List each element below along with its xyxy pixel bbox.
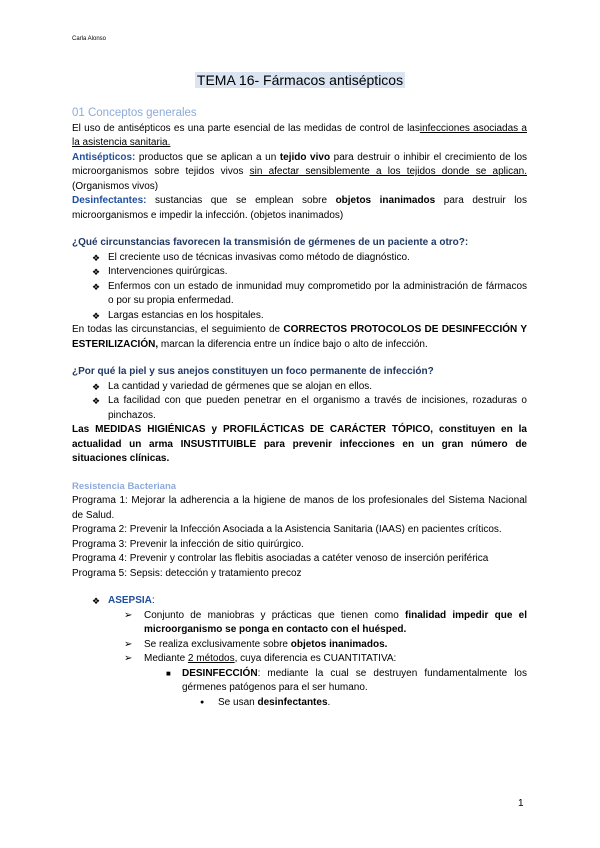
arrow-bullet-icon: ➢ — [124, 609, 133, 621]
asepsia-item: ❖ ASEPSIA: — [72, 594, 527, 609]
programa-item: Programa 1: Mejorar la adherencia a la higiene de manos de los profesionales del Sistema Nacional de Salud. — [72, 495, 527, 521]
page-title — [0, 72, 600, 88]
asepsia-term: ASEPSIA — [108, 595, 152, 606]
dot-bullet-icon: ● — [200, 698, 205, 706]
question-piel: ¿Por qué la piel y sus anejos constituyen un foco permanente de infección? — [72, 366, 434, 377]
section-heading-resistencia: Resistencia Bacteriana — [72, 480, 177, 492]
diamond-bullet-icon: ❖ — [92, 396, 101, 406]
list-item: ❖ El creciente uso de técnicas invasivas como método de diagnóstico. — [92, 251, 527, 266]
diamond-bullet-icon: ❖ — [92, 267, 101, 277]
desinfectantes-definition: Desinfectantes: sustancias que se emplean sobre objetos inanimados para destruir los microorganismos e impedir la infección. (objetos inanimados) — [72, 195, 527, 221]
desinfectantes-term: Desinfectantes: — [72, 195, 147, 206]
list-item: ❖ La cantidad y variedad de gérmenes que se alojan en ellos. — [92, 380, 527, 395]
author-header: Carla Alonso — [72, 36, 107, 42]
programa-item: Programa 3: Prevenir la infección de sitio quirúrgico. — [72, 538, 304, 550]
desinfeccion-subitem: ● Se usan desinfectantes. — [72, 696, 527, 711]
square-bullet-icon: ■ — [166, 668, 171, 678]
antisepticos-term: Antisépticos: — [72, 151, 136, 163]
document-body — [72, 106, 527, 710]
diamond-bullet-icon: ❖ — [92, 596, 101, 606]
piel-list — [72, 380, 527, 424]
list-item: ❖ La facilidad con que pueden penetrar en el organismo a través de incisiones, rozaduras o pinchazos. — [92, 395, 527, 421]
arrow-bullet-icon: ➢ — [124, 653, 133, 664]
programa-item: Programa 4: Prevenir y controlar las flebitis asociadas a catéter venoso de inserción periférica — [72, 553, 489, 564]
medidas-higienicas-paragraph: Las MEDIDAS HIGIÉNICAS y PROFILÁCTICAS DE CARÁCTER TÓPICO, constituyen en la actualidad un arma INSUSTITUIBLE para prevenir infecciones en un gran número de situaciones clínicas. — [72, 424, 527, 464]
diamond-bullet-icon: ❖ — [92, 281, 101, 292]
page-number: 1 — [518, 798, 524, 809]
diamond-bullet-icon: ❖ — [92, 252, 101, 263]
desinfeccion-term: DESINFECCIÓN — [182, 667, 258, 679]
transmision-list — [72, 251, 527, 324]
section-heading-conceptos: 01 Conceptos generales — [72, 107, 197, 119]
asepsia-subitem: ➢ Conjunto de maniobras y prácticas que tienen como finalidad impedir que el microorganismo se ponga en contacto con el huésped. — [124, 609, 528, 635]
desinfeccion-item: ■ DESINFECCIÓN: mediante la cual se destruyen fundamentalmente los gérmenes patógenos para el ser humano. — [166, 667, 527, 693]
protocolos-paragraph: En todas las circunstancias, el seguimiento de CORRECTOS PROTOCOLOS DE DESINFECCIÓN Y ESTERILIZACIÓN, marcan la diferencia entre un índice bajo o alto de infección. — [72, 324, 528, 350]
list-item: ❖ Largas estancias en los hospitales. — [92, 309, 527, 324]
list-item: ❖ Intervenciones quirúrgicas. — [92, 265, 527, 280]
arrow-bullet-icon: ➢ — [124, 638, 133, 650]
intro-paragraph: El uso de antisépticos es una parte esencial de las medidas de control de lasinfecciones asociadas a la asistencia sanitaria. — [72, 122, 527, 148]
diamond-bullet-icon: ❖ — [92, 310, 101, 321]
programa-item: Programa 2: Prevenir la Infección Asociada a la Asistencia Sanitaria (IAAS) en pacientes críticos. — [72, 524, 502, 535]
asepsia-subitem: ➢ Mediante 2 métodos, cuya diferencia es CUANTITATIVA: — [72, 652, 527, 667]
question-transmision: ¿Qué circunstancias favorecen la transmisión de gérmenes de un paciente a otro?: — [72, 237, 469, 248]
programa-item: Programa 5: Sepsis: detección y tratamiento precoz — [72, 567, 302, 579]
antisepticos-definition: Antisépticos: productos que se aplican a un tejido vivo para destruir o inhibir el crecimiento de los microorganismos sobre tejidos vivos sin afectar sensiblemente a los tejidos donde se aplican. (Organismos vivos) — [72, 151, 528, 192]
asepsia-subitem: ➢ Se realiza exclusivamente sobre objetos inanimados. — [72, 638, 527, 653]
page-title-text: TEMA 16- Fármacos antisépticos — [196, 72, 404, 88]
list-item: ❖ Enfermos con un estado de inmunidad muy comprometido por la administración de fármacos o por su propia enfermedad. — [92, 280, 527, 306]
diamond-bullet-icon: ❖ — [92, 381, 101, 392]
